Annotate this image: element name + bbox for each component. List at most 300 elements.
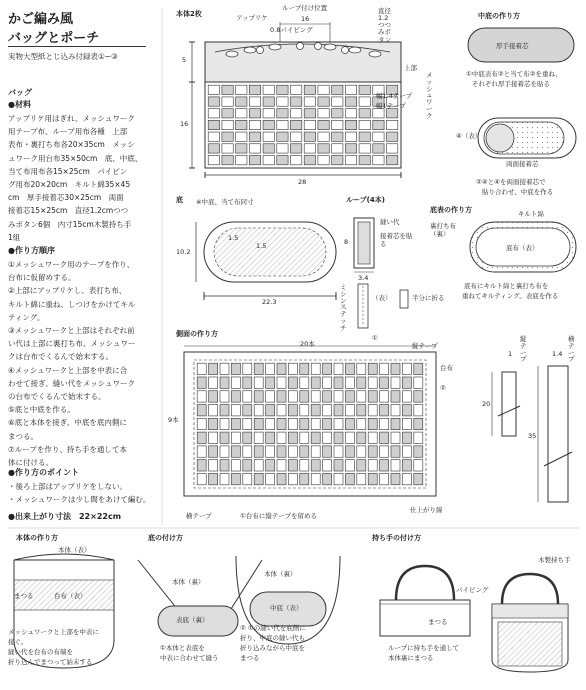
weave-cell <box>402 418 411 429</box>
side-yoko: 横テープ <box>186 512 212 520</box>
side-drawing <box>184 346 436 496</box>
weave-cell <box>391 363 400 374</box>
sokohyo-title: 底表の作り方 <box>430 206 472 214</box>
weave-cell <box>231 391 240 402</box>
weave-cell <box>318 120 329 129</box>
weave-cell <box>243 446 252 457</box>
bag-heading: バッグ <box>8 88 32 97</box>
soko-dim-223: 22.3 <box>262 298 277 306</box>
weave-cell <box>231 377 240 388</box>
weave-cell <box>391 418 400 429</box>
weave-cell <box>236 97 247 106</box>
weave-cell <box>254 377 263 388</box>
weave-cell <box>332 109 343 118</box>
weave-cell <box>311 377 320 388</box>
weave-cell <box>277 391 286 402</box>
weave-cell <box>231 460 240 471</box>
weave-cell <box>266 405 275 416</box>
weave-cell <box>277 432 286 443</box>
weave-cell <box>231 405 240 416</box>
weave-cell <box>288 460 297 471</box>
weave-cell <box>249 155 260 164</box>
weave-cell <box>373 120 384 129</box>
weave-cell <box>311 446 320 457</box>
weave-cell <box>266 432 275 443</box>
weave-cell <box>236 155 247 164</box>
weave-cell <box>266 391 275 402</box>
weave-cell <box>290 155 301 164</box>
weave-cell <box>311 473 320 484</box>
weave-cell <box>323 363 332 374</box>
title-line2: バッグとポーチ <box>8 31 100 46</box>
weave-cell <box>414 405 423 416</box>
weave-cell <box>391 391 400 402</box>
weave-cell <box>254 432 263 443</box>
side-tate: 縦テープ <box>412 342 438 350</box>
weave-cell <box>386 144 397 153</box>
weave-cell <box>345 155 356 164</box>
loop-position-label: ループ付け位置 <box>282 4 328 12</box>
bottom-soko-note6: まつる <box>240 654 260 662</box>
weave-cell <box>290 97 301 106</box>
weave-cell <box>318 97 329 106</box>
weave-cell <box>263 120 274 129</box>
weave-cell <box>414 473 423 484</box>
weave-cell <box>373 132 384 141</box>
weave-cell <box>332 155 343 164</box>
weave-cell <box>402 446 411 457</box>
bottom-handle-piping: パイピング <box>456 586 489 594</box>
weave-cell <box>334 460 343 471</box>
weave-cell <box>323 405 332 416</box>
weave-cell <box>249 85 260 94</box>
weave-cell <box>357 418 366 429</box>
weave-cell <box>345 460 354 471</box>
weave-cell <box>300 405 309 416</box>
weave-cell <box>304 132 315 141</box>
weave-cell <box>243 473 252 484</box>
weave-cell <box>323 432 332 443</box>
weave-cell <box>254 460 263 471</box>
weave-cell <box>304 85 315 94</box>
weave-cell <box>334 446 343 457</box>
weave-cell <box>380 363 389 374</box>
weave-cell <box>243 432 252 443</box>
weave-cell <box>359 120 370 129</box>
sokohyo-soko: 底布（表） <box>506 244 539 252</box>
weave-cell <box>266 446 275 457</box>
bottom-handle-note1: ループに持ち手を通して <box>388 644 460 652</box>
weave-cell <box>288 418 297 429</box>
weave-cell <box>209 460 218 471</box>
weave-cell <box>334 473 343 484</box>
weave-cell <box>249 120 260 129</box>
weave-cell <box>332 85 343 94</box>
bottom-soko-nakasoko: 中底（表） <box>270 604 303 612</box>
weave-cell <box>304 144 315 153</box>
materials-line: 1組 <box>8 232 21 242</box>
weave-cell <box>277 377 286 388</box>
weave-cell <box>288 405 297 416</box>
weave-cell <box>332 132 343 141</box>
weave-cell <box>300 432 309 443</box>
weave-cell <box>277 132 288 141</box>
loop-omote: （表） <box>372 294 392 302</box>
weave-cell <box>277 405 286 416</box>
weave-cell <box>249 109 260 118</box>
materials-line: 用テープ布、ループ用布各種 上部 <box>8 127 128 137</box>
materials-heading: ●材料 <box>8 100 31 109</box>
body-panel-title: 本体2枚 <box>176 10 202 18</box>
weave-cell <box>254 405 263 416</box>
weave-cell <box>391 432 400 443</box>
weave-cell <box>304 120 315 129</box>
weave-cell <box>414 363 423 374</box>
soko-dim-15b: 1.5 <box>256 242 267 250</box>
weave-cell <box>290 120 301 129</box>
weave-cell <box>209 446 218 457</box>
weave-cell <box>334 405 343 416</box>
weave-cell <box>311 405 320 416</box>
weave-cell <box>318 132 329 141</box>
mesh-label: メッシュワーク <box>426 71 433 120</box>
weave-cell <box>249 144 260 153</box>
weave-cell <box>266 377 275 388</box>
weave-cell <box>300 473 309 484</box>
weave-cell <box>334 432 343 443</box>
bottom-body-daifu: 台布（表） <box>54 592 87 600</box>
soko-drawing <box>196 222 336 300</box>
weave-cell <box>222 144 233 153</box>
weave-cell <box>402 363 411 374</box>
weave-cell <box>368 363 377 374</box>
weave-cell <box>290 132 301 141</box>
steps-line: ⑥底と本体を接ぎ、中底を底内側に <box>8 418 127 428</box>
weave-cell <box>220 391 229 402</box>
dim-28: 28 <box>298 178 307 186</box>
weave-cell <box>208 155 219 164</box>
weave-cell <box>288 377 297 388</box>
weave-cell <box>290 109 301 118</box>
steps-heading: ●作り方順序 <box>8 246 55 255</box>
weave-cell <box>197 391 206 402</box>
weave-cell <box>231 363 240 374</box>
weave-cell <box>236 85 247 94</box>
weave-cell <box>311 460 320 471</box>
steps-line: ティング。 <box>8 312 45 322</box>
soko-title: 底 <box>176 196 183 204</box>
weave-cell <box>197 363 206 374</box>
weave-cell <box>222 109 233 118</box>
weave-cell <box>380 405 389 416</box>
tape-1-label: 幅1テープ <box>376 102 406 110</box>
weave-cell <box>380 391 389 402</box>
bottom-handle-title: 持ち手の付け方 <box>372 534 421 542</box>
tape-dim-14: 1.4 <box>552 350 563 358</box>
applique-label: アップリケ <box>236 14 268 22</box>
weave-cell <box>318 144 329 153</box>
weave-cell <box>222 155 233 164</box>
weave-cell <box>359 132 370 141</box>
weave-cell <box>197 432 206 443</box>
weave-cell <box>277 97 288 106</box>
weave-cell <box>243 418 252 429</box>
weave-cell <box>311 391 320 402</box>
weave-cell <box>266 473 275 484</box>
loop-dim-8: 8 <box>344 238 349 246</box>
weave-cell <box>368 460 377 471</box>
weave-cell <box>380 432 389 443</box>
steps-line: キルト綿に重ね、しつけをかけてキル <box>8 299 136 309</box>
weave-cell <box>231 446 240 457</box>
weave-cell <box>345 132 356 141</box>
weave-cell <box>300 418 309 429</box>
bottom-body-note3: 縫い代を台布の布端を <box>8 648 73 656</box>
materials-line: グ用布20×20cm キルト綿35×45 <box>8 180 131 190</box>
soko-dim-15a: 1.5 <box>228 234 239 242</box>
weave-cell <box>402 391 411 402</box>
weave-cell <box>266 460 275 471</box>
soko-dim-102: 10.2 <box>176 248 191 256</box>
weave-cell <box>197 377 206 388</box>
side-title: 側面の作り方 <box>176 330 218 338</box>
weave-cell <box>323 473 332 484</box>
tape-dim-35: 35 <box>528 432 537 440</box>
materials-line: 表布・裏打ち布各20×35cm メッシ <box>8 140 135 150</box>
dim-16-top: 16 <box>301 15 310 23</box>
weave-cell <box>345 109 356 118</box>
weave-cell <box>290 144 301 153</box>
weave-cell <box>222 85 233 94</box>
weave-cell <box>300 377 309 388</box>
bottom-soko-title: 底の付け方 <box>148 534 183 542</box>
weave-cell <box>231 432 240 443</box>
points-line: ・後ろ上部はアップリケをしない。 <box>8 482 128 491</box>
weave-cell <box>311 432 320 443</box>
bottom-soko-hontai-ura: 本体（裏） <box>172 578 205 586</box>
weave-cell <box>254 418 263 429</box>
weave-cell <box>391 446 400 457</box>
weave-cell <box>368 432 377 443</box>
weave-cell <box>220 377 229 388</box>
weave-cell <box>359 85 370 94</box>
weave-cell <box>220 405 229 416</box>
weave-cell <box>220 460 229 471</box>
weave-cell <box>263 97 274 106</box>
weave-cell <box>402 460 411 471</box>
sokohyo-note1: 底布にキルト綿と裏打ち布を <box>464 282 549 290</box>
side-c2: ② <box>440 384 446 392</box>
weave-cell <box>208 144 219 153</box>
weave-cell <box>209 418 218 429</box>
weave-cell <box>263 155 274 164</box>
weave-cell <box>359 155 370 164</box>
weave-cell <box>380 418 389 429</box>
weave-cell <box>391 405 400 416</box>
weave-cell <box>380 473 389 484</box>
weave-cell <box>368 473 377 484</box>
weave-cell <box>277 473 286 484</box>
weave-cell <box>209 432 218 443</box>
weave-cell <box>208 109 219 118</box>
bottom-soko-drawing <box>138 556 340 644</box>
steps-line: ⑦ループを作り、持ち手を通して本 <box>8 444 127 454</box>
weave-cell <box>290 85 301 94</box>
weave-cell <box>359 144 370 153</box>
weave-cell <box>277 109 288 118</box>
weave-cell <box>277 460 286 471</box>
bottom-soko-soko-ura: 表底（裏） <box>176 616 209 624</box>
weave-cell <box>402 377 411 388</box>
weave-cell <box>332 144 343 153</box>
weave-cell <box>334 377 343 388</box>
steps-line: ②上部にアップリケし、表打ち布、 <box>8 286 127 296</box>
weave-cell <box>357 446 366 457</box>
weave-cell <box>220 418 229 429</box>
weave-cell <box>277 144 288 153</box>
weave-cell <box>208 132 219 141</box>
weave-cell <box>345 418 354 429</box>
weave-cell <box>288 473 297 484</box>
weave-cell <box>277 418 286 429</box>
loop-half: 半分に折る <box>412 294 445 302</box>
weave-cell <box>220 473 229 484</box>
bottom-body-note2: 接ぐ。 <box>8 638 28 646</box>
weave-cell <box>208 97 219 106</box>
weave-cell <box>254 363 263 374</box>
weave-cell <box>414 460 423 471</box>
weave-cell <box>236 109 247 118</box>
weave-cell <box>402 473 411 484</box>
weave-cell <box>368 377 377 388</box>
weave-cell <box>197 418 206 429</box>
weave-cell <box>334 391 343 402</box>
steps-line: ①メッシュワーク用のテープを作り、 <box>8 260 135 269</box>
weave-cell <box>414 391 423 402</box>
weave-cell <box>220 446 229 457</box>
weave-cell <box>277 363 286 374</box>
steps-line: わせて接ぎ、縫い代をメッシュワーク <box>8 378 136 388</box>
weave-cell <box>263 85 274 94</box>
weave-cell <box>208 120 219 129</box>
weave-cell <box>304 155 315 164</box>
weave-cell <box>304 97 315 106</box>
weave-cell <box>357 473 366 484</box>
tape-dim-1: 1 <box>508 350 513 358</box>
side-c1: ① <box>372 334 378 342</box>
side-pin: ①台布に縦テープを留める <box>240 512 318 520</box>
weave-cell <box>277 85 288 94</box>
weave-cell <box>263 144 274 153</box>
weave-cell <box>380 446 389 457</box>
bottom-soko-hontai-ura2: 本体（裏） <box>264 570 297 578</box>
bottom-handle-matsuru: まつる <box>428 618 448 626</box>
weave-cell <box>243 405 252 416</box>
weave-cell <box>345 97 356 106</box>
weave-cell <box>300 446 309 457</box>
weave-cell <box>386 155 397 164</box>
weave-cell <box>380 377 389 388</box>
weave-cell <box>368 418 377 429</box>
bottom-body-note4: 折り込んでまつって始末する <box>8 658 93 666</box>
nakasoko-note3: ②④と④を両面接着芯で <box>476 178 546 186</box>
weave-cell <box>332 97 343 106</box>
weave-cell <box>266 418 275 429</box>
tape-tate: 縦テープ <box>520 335 527 364</box>
nakasoko-label: 厚手接着芯 <box>496 42 529 50</box>
weave-cell <box>197 446 206 457</box>
bottom-handle-note2: 本体裏にまつる <box>388 654 434 662</box>
bottom-soko-note1: ①本体と表底を <box>160 644 205 652</box>
bottom-soko-note4: 折り、中底の縫い代も <box>240 634 305 642</box>
weave-cell <box>345 446 354 457</box>
tape-14-label: 幅1.4テープ <box>376 92 413 100</box>
weave-cell <box>368 405 377 416</box>
weave-cell <box>266 363 275 374</box>
nakasoko-note4: 貼り合わせ、中底を作る <box>482 188 554 196</box>
steps-line: い代は上部に裏打ち布、メッシュワー <box>8 339 136 349</box>
weave-cell <box>345 391 354 402</box>
weave-cell <box>359 109 370 118</box>
side-shiage: 仕上がり線 <box>410 506 443 514</box>
weave-cell <box>300 391 309 402</box>
weave-cell <box>345 405 354 416</box>
weave-cell <box>209 391 218 402</box>
weave-cell <box>236 120 247 129</box>
bottom-body-omote: 本体（表） <box>58 546 91 554</box>
weave-cell <box>414 446 423 457</box>
side-n9: 9本 <box>168 416 179 424</box>
sokohyo-kilt: キルト綿 <box>518 210 544 218</box>
weave-cell <box>373 155 384 164</box>
weave-cell <box>263 109 274 118</box>
weave-cell <box>300 460 309 471</box>
weave-cell <box>222 132 233 141</box>
sokohyo-note2: 重ねてキルティング。表底を作る <box>462 292 559 300</box>
weave-cell <box>357 405 366 416</box>
dim-16-side: 16 <box>180 120 189 128</box>
soko-note: ※中底、当て布同寸 <box>196 198 254 206</box>
weave-cell <box>323 460 332 471</box>
side-dai: 台布 <box>440 364 453 372</box>
weave-cell <box>197 405 206 416</box>
weave-cell <box>208 85 219 94</box>
steps-line: の台布でくるんで始末する。 <box>8 392 106 402</box>
weave-cell <box>380 460 389 471</box>
bottom-soko-note2: 中表に合わせて縫う <box>160 654 219 662</box>
bottom-body-title: 本体の作り方 <box>16 534 58 542</box>
title-line1: かご編み風 <box>8 12 74 27</box>
bottom-body-matsuru: まつる <box>14 592 34 600</box>
weave-cell <box>323 391 332 402</box>
weave-cell <box>345 473 354 484</box>
weave-cell <box>277 446 286 457</box>
weave-cell <box>220 432 229 443</box>
nakasoko-omote: ④（表） <box>456 132 482 140</box>
weave-cell <box>318 109 329 118</box>
loop-ses: 接着芯を貼る <box>380 232 413 249</box>
weave-cell <box>304 109 315 118</box>
weave-cell <box>368 446 377 457</box>
weave-cell <box>243 377 252 388</box>
side-w20: 20本 <box>300 340 315 348</box>
loop-nui: 縫い代 <box>380 218 400 226</box>
nakasoko-note2: それぞれ厚手接着芯を貼る <box>472 80 550 88</box>
weave-cell <box>323 446 332 457</box>
weave-cell <box>288 391 297 402</box>
bottom-handle-wood: 木製持ち手 <box>538 556 571 564</box>
materials-line: アップリケ用はぎれ、メッシュワーク <box>8 114 135 123</box>
